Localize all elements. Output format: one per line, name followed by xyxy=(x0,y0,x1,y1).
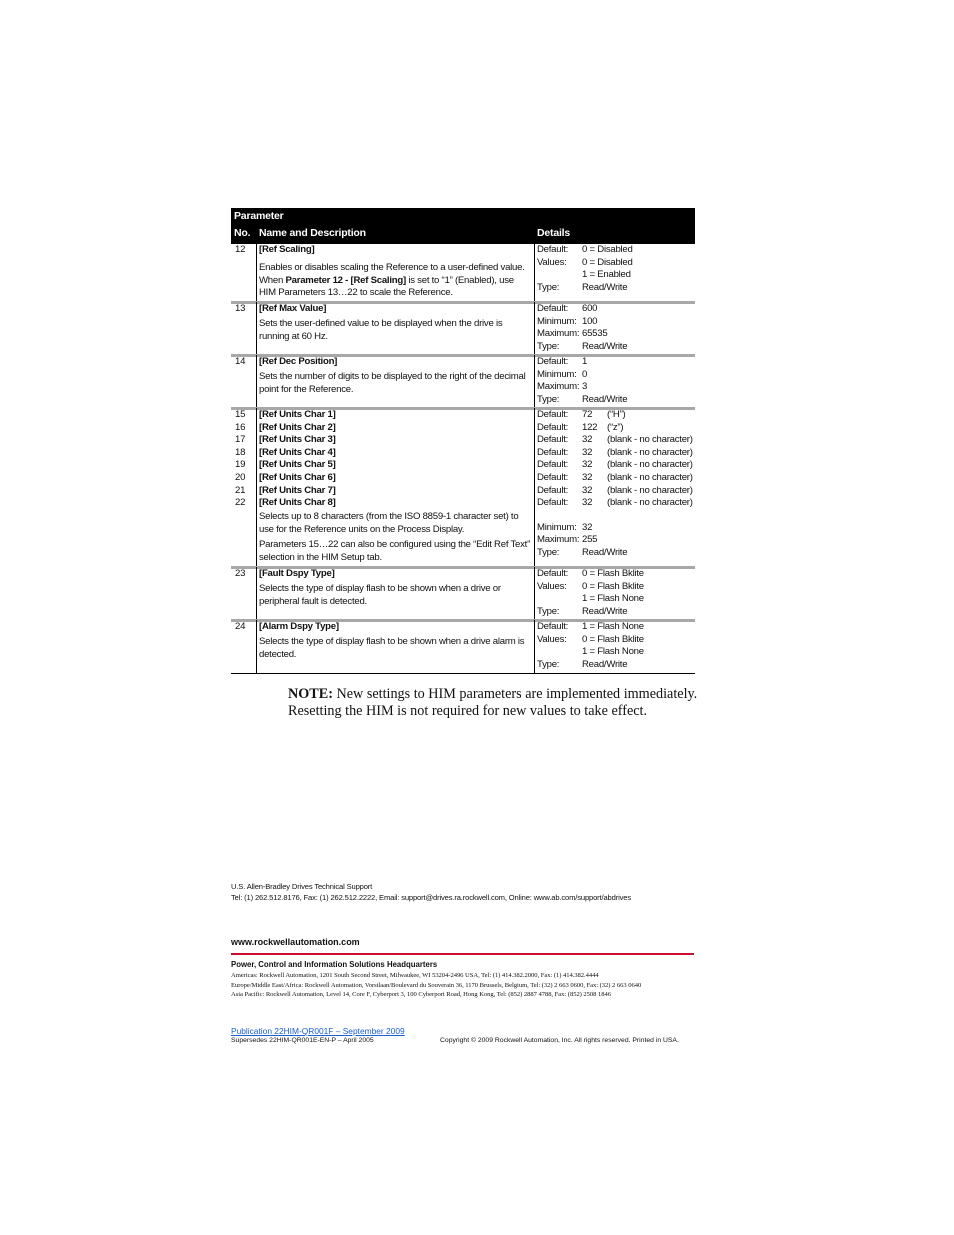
detail-extra: (blank - no character) xyxy=(607,434,693,446)
note-text-1: New settings to HIM parameters are implemented immediately. xyxy=(332,686,698,702)
detail-extra: (blank - no character) xyxy=(607,446,693,458)
param-number: 19 xyxy=(235,459,246,471)
header-no: No. xyxy=(234,227,251,239)
column-divider xyxy=(256,355,257,408)
description-paragraph xyxy=(259,371,531,396)
detail-label: Default: xyxy=(537,303,569,314)
detail-value: Read/Write xyxy=(582,282,628,293)
column-divider xyxy=(256,620,257,673)
description-paragraph xyxy=(259,511,531,536)
detail-label: Default: xyxy=(537,409,569,420)
description-text: Sets the number of digits to be displayed to the right of the decimal point for the Reference. xyxy=(259,371,526,395)
detail-extra: (blank - no character) xyxy=(607,472,693,483)
column-divider xyxy=(534,302,535,355)
copyright: Copyright © 2009 Rockwell Automation, Inc. All rights reserved. Printed in USA. xyxy=(440,1037,679,1044)
param-description xyxy=(259,318,531,346)
header-parameter: Parameter xyxy=(234,210,284,222)
param-number: 18 xyxy=(235,446,246,458)
hq-title: Power, Control and Information Solutions Headquarters xyxy=(231,960,438,969)
detail-label: Type: xyxy=(537,547,560,558)
param-number: 21 xyxy=(235,484,246,496)
param-number: 15 xyxy=(235,409,246,420)
detail-value: 0 = Flash Bklite xyxy=(582,568,644,579)
param-number: 22 xyxy=(235,497,246,509)
param-name: [Fault Dspy Type] xyxy=(259,568,335,579)
description-text: Parameter 12 - [Ref Scaling] xyxy=(285,274,406,286)
detail-value: 32 xyxy=(582,484,593,496)
param-name: [Ref Units Char 6] xyxy=(259,472,336,483)
detail-label: Default: xyxy=(537,421,569,433)
detail-value: 100 xyxy=(582,316,598,327)
description-paragraph xyxy=(259,262,531,300)
table-row xyxy=(231,620,695,673)
note-line-2: Resetting the HIM is not required for new values to take effect. xyxy=(288,703,648,719)
detail-value: 32 xyxy=(582,522,593,533)
param-name: [Ref Scaling] xyxy=(259,244,315,255)
param-number: 13 xyxy=(235,303,246,314)
param-number: 16 xyxy=(235,421,246,433)
detail-label: Type: xyxy=(537,606,560,617)
column-divider xyxy=(534,567,535,620)
column-divider xyxy=(534,408,535,567)
column-divider xyxy=(256,408,257,567)
column-divider xyxy=(256,302,257,355)
detail-extra: (blank - no character) xyxy=(607,497,693,509)
detail-label: Maximum: xyxy=(537,534,580,545)
address-americas: Americas: Rockwell Automation, 1201 South Second Street, Milwaukee, WI 53204-2496 USA, Tel: (1) 414.382.2000, Fax: (1) 414.382.4444 xyxy=(231,972,599,979)
note-line-1 xyxy=(288,686,697,703)
param-description xyxy=(259,511,531,567)
detail-label: Default: xyxy=(537,446,569,458)
detail-value: Read/Write xyxy=(582,547,628,558)
detail-value: 600 xyxy=(582,303,598,314)
param-number: 14 xyxy=(235,356,246,367)
detail-label: Values: xyxy=(537,634,567,645)
detail-label: Minimum: xyxy=(537,522,577,533)
row-separator xyxy=(231,673,695,674)
detail-value: 32 xyxy=(582,446,593,458)
detail-label: Default: xyxy=(537,434,569,446)
description-text: Selects the type of display flash to be shown when a drive or peripheral fault is detected. xyxy=(259,583,501,607)
detail-label: Default: xyxy=(537,356,569,367)
detail-value: 0 = Disabled xyxy=(582,244,633,255)
detail-value: 3 xyxy=(582,381,588,392)
detail-label: Type: xyxy=(537,659,560,670)
detail-label: Default: xyxy=(537,472,569,483)
table-row xyxy=(231,302,695,355)
detail-label: Default: xyxy=(537,484,569,496)
website: www.rockwellautomation.com xyxy=(231,937,360,947)
detail-extra: (blank - no character) xyxy=(607,484,693,496)
param-number: 17 xyxy=(235,434,246,446)
param-description xyxy=(259,636,531,664)
description-text: Parameters 15…22 can also be configured using the “Edit Ref Text” selection in the HIM Setup tab. xyxy=(259,539,531,563)
param-name: [Ref Units Char 1] xyxy=(259,409,336,420)
detail-value: Read/Write xyxy=(582,659,628,670)
table-row xyxy=(231,355,695,408)
detail-value: 0 xyxy=(582,369,588,380)
detail-value: 1 = Flash None xyxy=(582,646,644,657)
detail-extra: (“z”) xyxy=(607,421,624,433)
detail-value: 32 xyxy=(582,472,593,483)
address-apac: Asia Pacific: Rockwell Automation, Level 14, Core F, Cyberport 3, 100 Cyberport Road, Hong Kong, Tel: (852) 2887 4788, Fax: (852) 2508 1846 xyxy=(231,991,612,998)
detail-label: Default: xyxy=(537,497,569,509)
column-divider xyxy=(256,567,257,620)
detail-label: Type: xyxy=(537,341,560,352)
param-name: [Ref Units Char 8] xyxy=(259,497,336,509)
detail-label: Minimum: xyxy=(537,369,577,380)
param-name: [Ref Units Char 5] xyxy=(259,459,336,471)
header-details: Details xyxy=(537,227,571,239)
detail-label: Default: xyxy=(537,621,569,632)
table-row xyxy=(231,244,695,302)
detail-label: Values: xyxy=(537,581,567,592)
column-divider xyxy=(256,244,257,302)
param-name: [Ref Units Char 4] xyxy=(259,446,336,458)
detail-value: 32 xyxy=(582,497,593,509)
support-title: U.S. Allen-Bradley Drives Technical Support xyxy=(231,882,373,891)
column-divider xyxy=(534,355,535,408)
description-text: Enables or disables scaling the Reference to a user-defined value. When xyxy=(259,262,525,286)
support-contact: Tel: (1) 262.512.8176, Fax: (1) 262.512.2222, Email: support@drives.ra.rockwell.com, Online: www.ab.com/support/abdrives xyxy=(231,893,631,902)
detail-value: 0 = Disabled xyxy=(582,257,633,268)
detail-value: 0 = Flash Bklite xyxy=(582,634,644,645)
param-name: [Ref Max Value] xyxy=(259,303,327,314)
detail-value: 65535 xyxy=(582,328,608,339)
publication-link[interactable]: Publication 22HIM-QR001F – September 2009 xyxy=(231,1026,405,1036)
detail-value: Read/Write xyxy=(582,341,628,352)
detail-label: Default: xyxy=(537,568,569,579)
detail-label: Default: xyxy=(537,459,569,471)
detail-label: Default: xyxy=(537,244,569,255)
detail-label: Maximum: xyxy=(537,328,580,339)
description-paragraph xyxy=(259,583,531,608)
param-description xyxy=(259,262,531,303)
table-row xyxy=(231,567,695,620)
param-name: [Ref Units Char 2] xyxy=(259,421,336,433)
address-emea: Europe/Middle East/Africa: Rockwell Automation, Vorstlaan/Boulevard du Souverain 36, 1170 Brussels, Belgium, Tel: (32) 2 663 0600, Fax: (32) 2 663 0640 xyxy=(231,982,642,989)
param-description xyxy=(259,371,531,399)
description-text: Selects the type of display flash to be shown when a drive alarm is detected. xyxy=(259,636,525,660)
table-row xyxy=(231,408,695,567)
detail-value: 0 = Flash Bklite xyxy=(582,581,644,592)
table-header xyxy=(231,208,695,244)
description-paragraph xyxy=(259,539,531,564)
supersedes: Supersedes 22HIM-QR001E-EN-P – April 2005 xyxy=(231,1037,374,1044)
description-paragraph xyxy=(259,318,531,343)
detail-value: 255 xyxy=(582,534,598,545)
detail-label: Values: xyxy=(537,257,567,268)
detail-value: 32 xyxy=(582,459,593,471)
description-text: Sets the user-defined value to be displayed when the drive is running at 60 Hz. xyxy=(259,318,503,342)
detail-label: Minimum: xyxy=(537,316,577,327)
column-divider xyxy=(534,620,535,673)
detail-extra: (“H”) xyxy=(607,409,626,420)
detail-label: Type: xyxy=(537,394,560,405)
description-text: Selects up to 8 characters (from the ISO 8859-1 character set) to use for the Reference units on the Process Display. xyxy=(259,511,519,535)
note-label: NOTE: xyxy=(288,686,333,702)
column-divider xyxy=(534,244,535,302)
description-text: is set to “1” (Enabled), use HIM Parameters 13…22 to scale the Reference. xyxy=(259,274,514,299)
detail-value: Read/Write xyxy=(582,606,628,617)
detail-extra: (blank - no character) xyxy=(607,459,693,471)
param-name: [Ref Units Char 7] xyxy=(259,484,336,496)
detail-label: Maximum: xyxy=(537,381,580,392)
description-paragraph xyxy=(259,636,531,661)
detail-value: 1 = Flash None xyxy=(582,621,644,632)
param-number: 23 xyxy=(235,568,246,579)
param-number: 20 xyxy=(235,472,246,483)
param-name: [Ref Units Char 3] xyxy=(259,434,336,446)
detail-label: Type: xyxy=(537,282,560,293)
param-number: 12 xyxy=(235,244,246,255)
header-name: Name and Description xyxy=(259,227,366,239)
detail-value: Read/Write xyxy=(582,394,628,405)
param-number: 24 xyxy=(235,621,246,632)
detail-value: 32 xyxy=(582,434,593,446)
divider xyxy=(231,953,694,955)
param-name: [Ref Dec Position] xyxy=(259,356,338,367)
detail-value: 72 xyxy=(582,409,593,420)
detail-value: 122 xyxy=(582,421,598,433)
detail-value: 1 = Enabled xyxy=(582,269,631,280)
param-name: [Alarm Dspy Type] xyxy=(259,621,339,632)
detail-value: 1 xyxy=(582,356,588,367)
param-description xyxy=(259,583,531,611)
detail-value: 1 = Flash None xyxy=(582,593,644,604)
